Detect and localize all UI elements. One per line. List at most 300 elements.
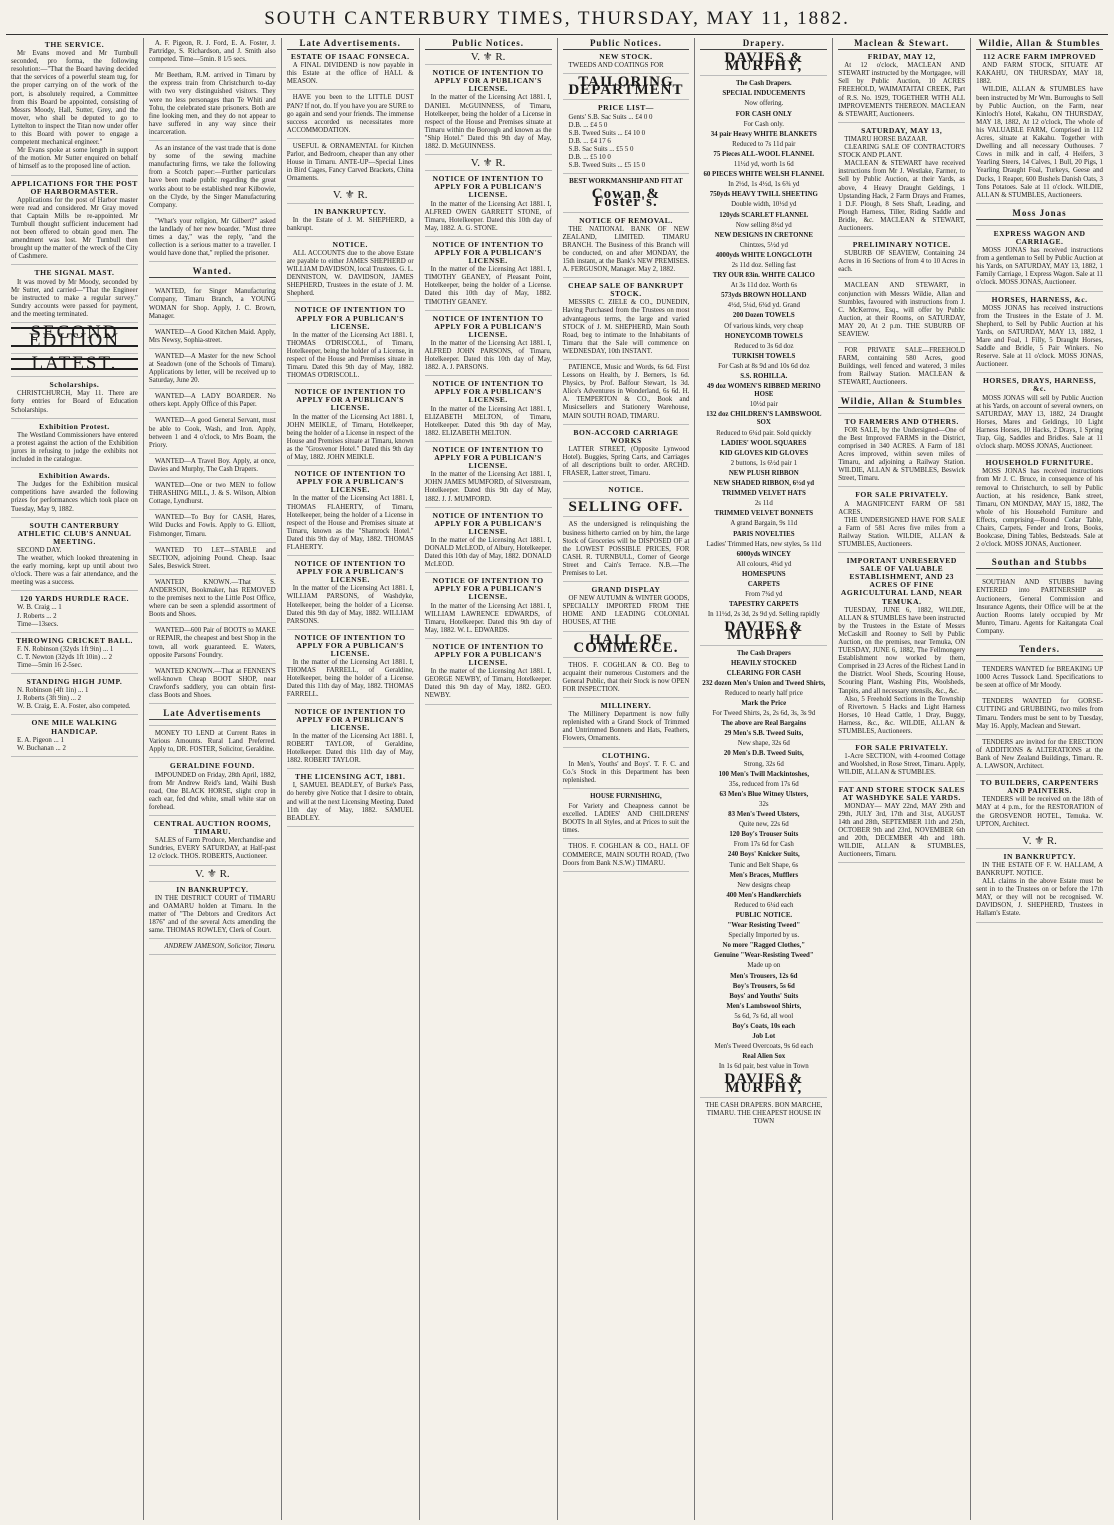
advertisement-block — [700, 872, 827, 880]
display-line: "Wear Resisting Tweed" — [727, 922, 801, 930]
notice-heading: THE SERVICE. — [44, 40, 105, 49]
advertisement-block — [563, 364, 690, 425]
body-paragraph: In the matter of the Licensing Act 1881. I, ALFRED OWEN GARRETT STONE, of Timaru, Hotelkeeper. Dated this 10th day of May, 1882. A. G. STONE. — [424, 200, 552, 232]
royal-crest-icon: V. ⚜ R. — [470, 157, 506, 170]
advertisement-block — [149, 762, 276, 816]
display-line: Genuine "Wear-Resisting Tweed" — [713, 952, 814, 960]
advertisement-block — [700, 720, 827, 728]
advertisement-block — [700, 282, 827, 290]
advertisement-block — [700, 383, 827, 399]
display-subline: 2s 11d — [754, 500, 773, 508]
body-paragraph: MONDAY— MAY 22nd, MAY 29th and 29th, JULY 3rd, 17th and 31st, AUGUST 14th and 28th, SEPTEMBER 11th and 25th, OCTOBER 9th and 23rd, NOVEMBER 6th and 20th, DECEMBER 4th and 18th. WILDIE, ALLAN & STUMBLES, Auctioneers, Timaru. — [838, 802, 966, 859]
notice-heading: THE SIGNAL MAST. — [34, 268, 115, 278]
advertisement-block — [11, 269, 138, 323]
advertisement-block — [425, 53, 552, 65]
body-paragraph: S.B. Sac Suits ... £5 5 0 — [568, 145, 634, 153]
royal-crest-icon: V. ⚜ R. — [332, 189, 368, 202]
advertisement-block — [700, 862, 827, 870]
body-paragraph: WILDIE, ALLAN & STUMBLES have been instructed by Mr Wm. Burroughs to Sell by Public Auction, on the Farm, near Kinloch's Hotel, Kakahu, ON THURSDAY, MAY 18, 1882, At 12 o'clock, The whole of his VALUABLE FARM, Comprised in 112 Acres, situate at Kakahu. Together with Dwelling and all necessary Outhouses. 7 Cows in milk and in calf, 4 Heifers, 3 Yearling Steers, 14 Calves, 1 Bull, 20 Pigs, 1 Yearling Draught Foal, Turkeys, Geese and Ducks, 1 Reaper, 600 Bushels Danish Oats, 3 Tons Potatoes. Sale at 11 o'clock. WILDIE, ALLAN & STUMBLES, Auctioneers. — [976, 86, 1103, 199]
advertisement-block — [700, 1071, 827, 1097]
advertisement-block — [700, 440, 827, 448]
notice-heading: NOTICE. — [608, 485, 644, 495]
advertisement-block — [149, 943, 276, 955]
display-line: 34 pair Heavy WHITE BLANKETS — [710, 130, 817, 138]
body-paragraph: MACLEAN & STEWART have received instructions from Mr J. Westlake, Farmer, to Sell by Public Auction, at their Yards, as above, 4 Heavy Draught Geldings, 1 Upstanding Hack, 2 Farm Drays and Frames, 1 D.F. Plough, 8 Sets Shaft, Leading, and Plough Harness, Tiller, Riding Saddle and Bridle, &c. MACLEAN & STEWART, Auctioneers. — [838, 160, 966, 232]
advertisement-block — [700, 201, 827, 209]
body-paragraph: S.B. Tweed Suits ... £5 15 0 — [568, 162, 646, 170]
section-header: Moss Jonas — [976, 208, 1103, 220]
advertisement-block — [287, 94, 414, 138]
body-paragraph: The weather, which looked threatening in the early morning, kept up until about two o'clock. There was a fair attendance, and the meeting was a success. — [11, 554, 138, 587]
advertisement-block — [563, 53, 690, 74]
body-paragraph: MOSS JONAS has received instructions from the Trustees in the Estate of J. M. Shepherd, to Sell by Public Auction at his Yards, on SATURDAY, MAY 13, 1882, 1 Mare and Foal, 1 Filly, 5 Draught Horses, Saddle and Bridle, 5 Pair Winkers. No Reserve. Sale at 11 o'clock. MOSS JONAS, Auctioneer. — [976, 304, 1103, 369]
advertisement-block — [700, 121, 827, 129]
display-line: TRIMMED VELVET HATS — [721, 490, 806, 498]
advertisement-block — [700, 670, 827, 678]
advertisement-block — [700, 333, 827, 341]
display-heading: SELLING OFF. — [568, 499, 684, 516]
display-line: 60 PIECES WHITE WELSH FLANNEL — [703, 171, 825, 179]
column-header: Maclean & Stewart. — [838, 38, 965, 50]
notice-heading: NOTICE OF INTENTION TO APPLY FOR A PUBLICAN'S LICENSE. — [294, 469, 406, 495]
advertisement-block — [563, 282, 690, 360]
display-line: TURKISH TOWELS — [732, 352, 796, 360]
body-paragraph: In the matter of the Licensing Act 1881. I, WILLIAM LAWRENCE EDWARDS, of Timaru, Hotelkeeper. Dated this 9th day of May, 1882. W. L. EDWARDS. — [424, 602, 552, 634]
body-paragraph: WANTED—A good General Servant, must be able to Cook, Wash, and Iron. Apply, between 1 and 4 o'clock, to Mrs Boam, the Priory. — [148, 417, 276, 449]
advertisement-block — [976, 698, 1103, 734]
body-paragraph: SUBURB OF SEAVIEW, Containing 24 Acres in 16 Sections of from 4 to 10 Acres in each. — [838, 250, 966, 274]
display-subline: In 2½d, 1s 4½d, 1s 6¾ yd — [728, 181, 800, 189]
notice-heading: NOTICE OF INTENTION TO APPLY FOR A PUBLICAN'S LICENSE. — [432, 379, 544, 405]
advertisement-block — [563, 74, 690, 100]
advertisement-block — [287, 560, 414, 630]
advertisement-block — [700, 490, 827, 498]
display-line: 75 Pieces ALL-WOOL FLANNEL — [713, 150, 815, 158]
advertisement-block — [976, 296, 1103, 374]
advertisement-block — [838, 396, 965, 414]
advertisement-block — [700, 561, 827, 569]
display-subline: Reduced to 6¼d each — [734, 901, 794, 909]
notice-heading: PRICE LIST— — [597, 103, 654, 113]
advertisement-block — [700, 902, 827, 910]
advertisement-block — [563, 803, 690, 839]
notice-heading: HORSES, DRAYS, HARNESS, &c. — [982, 376, 1097, 394]
body-paragraph: W. Buchanan ... 2 — [17, 744, 66, 752]
advertisement-block — [700, 761, 827, 769]
body-paragraph: Time—13secs. — [17, 620, 59, 628]
advertisement-block — [838, 241, 965, 278]
advertisement-block — [976, 579, 1103, 640]
notice-heading: Exhibition Awards. — [38, 471, 111, 481]
notice-heading: NOTICE OF REMOVAL. — [579, 215, 673, 225]
advertisement-block — [700, 323, 827, 331]
column-header: Late Advertisements. — [287, 38, 414, 50]
advertisement-block — [700, 821, 827, 829]
advertisement-block — [563, 178, 690, 186]
advertisement-block — [838, 282, 965, 343]
royal-crest-icon: V. ⚜ R. — [470, 51, 506, 64]
advertisement-block — [700, 500, 827, 508]
advertisement-block — [976, 779, 1103, 833]
body-paragraph: FOR SALE, by the Undersigned—One of the Best Improved FARMS in the District, comprised in 340 ACRES. A Farm of 181 Acres improved, within seven miles of Timaru, and adjoining a Railway Station. WILDIE, ALLAN & STUMBLES, Beswick Street, Timaru. — [838, 426, 966, 483]
advertisement-block — [700, 450, 827, 458]
body-paragraph: CLEARING SALE OF CONTRACTOR'S STOCK AND PLANT. — [838, 144, 966, 160]
advertisement-block — [700, 212, 827, 220]
advertisement-block — [838, 418, 965, 488]
advertisement-block — [700, 272, 827, 280]
body-paragraph: A FINAL DIVIDEND is now payable in this Estate at the office of HALL & MEASON. — [286, 62, 414, 86]
advertisement-block — [700, 50, 827, 76]
display-subline: From 7¾d yd — [745, 591, 783, 599]
column-7 — [833, 38, 971, 1520]
advertisement-block — [700, 520, 827, 528]
advertisement-block — [976, 459, 1103, 553]
advertisement-block — [563, 429, 690, 483]
column-header: Public Notices. — [563, 38, 690, 50]
advertisement-block — [700, 983, 827, 991]
display-line: TRIMMED VELVET BONNETS — [714, 510, 814, 518]
body-paragraph: LATTER STREET, (Opposite Lynwood Hotel). Buggies, Spring Carts, and Carriages of all descriptions built to order. ARCHD. FRASER, Latter street, Timaru. — [562, 445, 690, 478]
display-subline: Strong, 32s 6d — [743, 760, 784, 768]
body-paragraph: IMPOUNDED on Friday, 28th April, 1882, from Mr Andrew Reid's land, Waihi Bush road, One BLACK HORSE, slight crop in each ear, fed dnd white, small white star on forehead. — [148, 771, 276, 811]
body-paragraph: IN THE DISTRICT COURT of TIMARU and OAMARU holden at Timaru. In the matter of "The Debtors and Creditors Act 1876" and of the several Acts amending the same. THOMAS ROWLEY, Clerk of Court. — [148, 894, 276, 935]
advertisement-block — [287, 143, 414, 187]
display-line: 20 Men's D.B. Tweed Suits, — [723, 750, 804, 758]
advertisement-block — [700, 551, 827, 559]
body-paragraph: AND FARM STOCK, SITUATE AT KAKAHU, ON THURSDAY, MAY 18, 1882. — [976, 62, 1103, 86]
section-header: Late Advertisements — [149, 708, 276, 720]
notice-heading: BON-ACCORD CARRIAGE WORKS — [573, 427, 679, 445]
advertisement-block — [700, 922, 827, 930]
column-8 — [971, 38, 1108, 1520]
advertisement-block — [700, 781, 827, 789]
notice-heading: NOTICE OF INTENTION TO APPLY FOR A PUBLICAN'S LICENSE. — [432, 239, 544, 266]
notice-heading: FAT AND STORE STOCK SALES AT WASHDYKE SALE YARDS. — [838, 784, 965, 802]
display-line: 29 Men's S.B. Tweed Suits, — [724, 730, 804, 738]
section-header: Wanted. — [149, 266, 276, 278]
advertisement-block — [563, 662, 690, 698]
advertisement-block — [425, 69, 552, 155]
advertisement-block — [11, 719, 138, 756]
advertisement-block — [700, 111, 827, 119]
advertisement-block — [700, 1063, 827, 1071]
display-line: 400 Men's Handkerchiefs — [726, 891, 802, 899]
advertisement-block — [976, 739, 1103, 775]
section-header: Wildie, Allan & Stumbles — [838, 396, 965, 408]
notice-heading: ESTATE OF ISAAC FONSECA. — [290, 52, 410, 62]
display-subline: 5s 6d, 7s 6d, all wool — [734, 1012, 794, 1020]
display-line: S.S. ROHILLA. — [740, 373, 788, 380]
display-subline: Men's Tweed Overcoats, 9s 6d each — [714, 1043, 814, 1051]
display-line: Real Alien Sox — [742, 1053, 786, 1061]
display-line: Boy's Trousers, 5s 6d — [732, 982, 795, 990]
display-line: Mark the Price — [741, 700, 787, 707]
advertisement-block — [11, 678, 138, 715]
advertisement-block — [563, 186, 690, 212]
advertisement-block — [149, 547, 276, 575]
display-line: BEST WORKMANSHIP AND FIT AT — [569, 178, 683, 186]
column-header: Drapery. — [700, 38, 827, 50]
advertisement-block — [563, 486, 690, 499]
notice-heading: THE LICENSING ACT, 1881. — [294, 772, 406, 782]
display-subline: Chintzes, 5½d yd — [739, 241, 788, 249]
advertisement-block — [838, 127, 965, 237]
advertisement-block — [287, 388, 414, 466]
body-paragraph: CHRISTCHURCH, May 11. There are forty entries for Board of Education Scholarships. — [11, 390, 138, 414]
advertisement-block — [700, 1033, 827, 1041]
advertisement-block — [700, 690, 827, 698]
body-paragraph: Gents' S.B. Sac Suits ... £4 0 0 — [568, 113, 653, 121]
advertisement-block — [149, 867, 276, 882]
notice-heading: NEW STOCK. — [599, 52, 653, 62]
advertisement-block — [425, 643, 552, 705]
body-paragraph: ALL ACCOUNTS due to the above Estate are payable to either JAMES SHEPHERD or WILLIAM DAVIDSON, local Trustees. G. L. DENNISTON, W. DAVIDSON, JAMES SHEPHERD, Trustees in the estate of J. M. Shepherd. — [286, 249, 414, 298]
notice-heading: NOTICE OF INTENTION TO APPLY FOR A PUBLICAN'S LICENSE. — [432, 68, 544, 94]
display-subline: All colours, 4¾d yd — [736, 560, 792, 568]
display-subline: New designs cheap — [737, 881, 791, 889]
advertisement-block — [700, 430, 827, 438]
advertisement-block — [563, 217, 690, 279]
display-subline: Double width, 10½d yd — [731, 201, 797, 209]
advertisement-block — [287, 241, 414, 303]
body-paragraph: J. Roberts ... 2 — [17, 612, 57, 620]
body-paragraph: WANTED KNOWN.—That S. ANDERSON, Bookmaker, has REMOVED to the premises next to the Little Post Office, where can be seen a splendid assortment of Boots and Shoes. — [148, 578, 276, 619]
advertisement-block — [700, 353, 827, 361]
notice-heading: Scholarships. — [49, 380, 100, 390]
body-paragraph: HAVE you been to the LITTLE DUST PAN? If not, do. If you have you are SURE to go again and send your friends. The immense success accorded us necessitates more ACCOMMODATION. — [286, 94, 414, 134]
advertisement-block — [700, 650, 827, 658]
advertisement-block — [700, 660, 827, 668]
advertisement-block — [149, 266, 276, 284]
advertisement-block — [700, 932, 827, 940]
notice-heading: PRELIMINARY NOTICE. — [852, 240, 951, 250]
notice-heading: TO BUILDERS, CARPENTERS AND PAINTERS. — [980, 778, 1099, 796]
notice-heading: HOUSEHOLD FURNITURE. — [985, 458, 1094, 468]
advertisement-block — [700, 262, 827, 270]
advertisement-block — [976, 557, 1103, 575]
advertisement-block — [11, 180, 138, 266]
body-paragraph: W. B. Craig, E. A. Foster, also competed. — [17, 703, 131, 711]
body-paragraph: I, SAMUEL BEADLEY, of Burke's Pass, do hereby give Notice that I desire to obtain, and will at the next Licensing Meeting. Dated 11th day of May, 1882. SAMUEL BEADLEY. — [286, 782, 414, 822]
notice-heading: GRAND DISPLAY — [591, 585, 661, 595]
display-line: SPECIAL INDUCEMENTS — [722, 90, 806, 98]
display-subline: Reduced to 7s 11d pair — [732, 140, 796, 148]
notice-heading: NOTICE OF INTENTION TO APPLY FOR A PUBLICAN'S LICENSE. — [432, 576, 544, 602]
advertisement-block — [700, 571, 827, 579]
advertisement-block — [700, 401, 827, 409]
advertisement-block — [700, 710, 827, 718]
body-paragraph: In Men's, Youths' and Boys'. T. F. C. and Co.'s Stock in this Department has been replenished. — [562, 760, 690, 784]
advertisement-block — [700, 851, 827, 859]
advertisement-block — [149, 627, 276, 663]
advertisement-block — [700, 411, 827, 427]
notice-heading: TO FARMERS AND OTHERS. — [844, 416, 959, 426]
body-paragraph: TENDERS WANTED for BREAKING UP 1000 Acres Tussock Land. Specifications to be seen at office of Mr Moody. — [976, 666, 1103, 690]
advertisement-block — [700, 1102, 827, 1126]
edition-banner: LATEST. — [11, 358, 138, 370]
body-paragraph: In the matter of the Licensing Act 1881. I, JOHN MEIKLE, of Timaru, Hotelkeeper, being the holder of a License in respect of the House and Premises situate at Timaru, known as the "Grosvenor Hotel." Dated this 9th day of May, 1882. JOHN MEIKLE. — [286, 413, 414, 462]
display-line: Boys' and Youths' Suits — [729, 992, 799, 1000]
display-subline: Reduced to 6¼d pair. Sold quickly — [716, 429, 812, 437]
notice-heading: SOUTH CANTERBURY ATHLETIC CLUB'S ANNUAL MEETING. — [17, 520, 132, 546]
advertisement-block — [425, 315, 552, 377]
display-line: 83 Men's Tweed Ulsters, — [728, 811, 800, 819]
advertisement-block — [287, 208, 414, 237]
advertisement-block — [700, 191, 827, 199]
body-paragraph: TWEEDS AND COATINGS FOR — [568, 62, 664, 70]
body-paragraph: D.B. ... £4 17 6 — [568, 137, 611, 145]
advertisement-block — [11, 472, 138, 517]
display-line: NEW SHADED RIBBON, 6½d yd — [713, 480, 815, 488]
advertisement-block — [700, 601, 827, 609]
advertisement-block — [11, 322, 138, 354]
advertisement-block — [700, 912, 827, 920]
display-subline: 11½d yd, worth 1s 6d — [733, 161, 794, 169]
section-header: Southan and Stubbs — [976, 557, 1103, 569]
advertisement-block — [700, 680, 827, 688]
notice-heading: APPLICATIONS FOR THE POST OF HARBORMASTER. — [11, 178, 138, 196]
body-paragraph: In the matter of the Licensing Act 1881. I, THOMAS FARRELL, of Geraldine, Hotelkeeper, being the holder of a License. Dated this 11th day of May, 1882. THOMAS FARRELL. — [286, 659, 414, 699]
notice-heading: NOTICE OF INTENTION TO APPLY FOR A PUBLICAN'S LICENSE. — [432, 444, 544, 471]
advertisement-block — [700, 801, 827, 809]
advertisement-block — [425, 241, 552, 311]
body-paragraph: WANTED—To Buy for CASH, Hares, Wild Ducks and Fowls. Apply to G. Elliott, Fishmonger, Timaru. — [148, 514, 276, 538]
display-subline: 4½d, 5¼d, 6¾d yd. Grand — [727, 302, 800, 310]
advertisement-block — [149, 393, 276, 413]
advertisement-block — [11, 381, 138, 418]
advertisement-block — [700, 973, 827, 981]
display-subline: In 1s 6d pair, best value in Town — [718, 1063, 809, 1071]
body-paragraph: The Millinery Department is now fully replenished with a Grand Stock of Trimmed and Untrimmed Bonnets and Hats, Feathers, Flowers, Ornaments. — [562, 711, 690, 743]
signature-line: ANDREW JAMESON, Solicitor, Timaru. — [164, 943, 276, 951]
display-subline: Reduced to 3s 6d doz — [734, 342, 794, 350]
body-paragraph: MOSS JONAS has received instructions from Mr J. C. Bruce, in consequence of his removal to Christchurch, to sell by Public Auction, at his residence, Bank street, Timaru, ON MONDAY, MAY 15, 1882, The whole of his Household Furniture and Effects, comprising—Round Cedar Table, Chairs, Carpets, Fender and Irons, Books, Bookcase, Dining Tables, Bedsteads. Sale at 2 o'clock. MOSS JONAS, Auctioneer. — [976, 468, 1103, 549]
body-paragraph: In the matter of the Licensing Act 1881. I, ALFRED JOHN PARSONS, of Timaru, Hotelkeeper. Dated this 10th day of May, 1882. A. J. PARSONS. — [424, 339, 552, 372]
advertisement-block — [563, 521, 690, 582]
advertisement-block — [563, 752, 690, 789]
advertisement-block — [700, 791, 827, 799]
notice-heading: EXPRESS WAGON AND CARRIAGE. — [993, 228, 1086, 246]
notice-heading: IN BANKRUPTCY. — [314, 206, 387, 216]
advertisement-block — [11, 423, 138, 468]
column-header: Public Notices. — [425, 38, 552, 50]
display-subline: 32s — [759, 800, 769, 808]
notice-heading: CLOTHING. — [601, 750, 651, 760]
advertisement-block — [838, 53, 965, 123]
display-line: 120yds SCARLET FLANNEL — [719, 211, 809, 219]
notice-heading: STANDING HIGH JUMP. — [26, 677, 123, 687]
advertisement-block — [700, 373, 827, 381]
body-paragraph: WANTED—A LADY BOARDER. No others kept. Apply Office of this Paper. — [148, 393, 276, 409]
advertisement-block — [700, 171, 827, 179]
body-paragraph: W. B. Craig ... 1 — [17, 604, 62, 612]
body-paragraph: AS the undersigned is relinquishing the business hitherto carried on by him, the large Stock of Groceries will be DISPOSED OF at the LOWEST POSSIBLE PRICES, FOR CASH. R. TURNBULL, Corner of George Street and Cain's Terrace. N.B.—The Premises to Let. — [562, 521, 690, 577]
body-paragraph: WANTED—600 Pair of BOOTS to MAKE or REPAIR, the cheapest and best Shop in the town, all work guaranteed. E. Waters, opposite Parsons' Foundry. — [148, 627, 276, 659]
display-heading: Cowan & Foster's. — [591, 186, 661, 211]
body-paragraph: F. N. Robinson (32yds 1ft 9in) ... 1 — [17, 645, 114, 653]
advertisement-block — [700, 343, 827, 351]
advertisement-block — [700, 460, 827, 468]
advertisement-block — [11, 353, 138, 377]
advertisement-block — [700, 80, 827, 88]
advertisement-block — [425, 380, 552, 442]
body-paragraph: TENDERS will be received on the 18th of MAY at 4 p.m., for the RESTORATION of the GROSVENOR HOTEL, Temuka. W. UPTON, Architect. — [976, 796, 1103, 828]
advertisement-block — [838, 347, 965, 391]
display-subline: Of various kinds, very cheap — [724, 322, 804, 330]
body-paragraph: WANTED—A Good Kitchen Maid. Apply, Mrs Newsy, Sophia-street. — [148, 328, 276, 344]
display-line: PARIS NOVELTIES — [733, 530, 795, 538]
display-line: HONEYCOMB TOWELS — [724, 332, 803, 340]
advertisement-block — [700, 730, 827, 738]
advertisement-block — [700, 882, 827, 890]
display-subline: 35s, reduced from 17s 6d — [728, 780, 799, 788]
display-line: CARPETS — [747, 580, 780, 588]
advertisement-block — [287, 470, 414, 556]
body-paragraph: J. Roberts (3ft 9in) ... 2 — [17, 695, 82, 703]
body-paragraph: WANTED, for Singer Manufacturing Company, Timaru Branch, a YOUNG WOMAN for Shop. Apply, J. C. Brown, Manager. — [148, 288, 276, 320]
advertisement-block — [976, 644, 1103, 662]
notice-heading: CHEAP SALE OF BANKRUPT STOCK. — [568, 281, 684, 299]
advertisement-block — [700, 292, 827, 300]
body-paragraph: In the matter of the Licensing Act 1881. I, ELIZABETH MELTON, of Timaru, Hotelkeeper. Dated this 9th day of May, 1882. ELIZABETH MELTON. — [424, 405, 552, 437]
display-line: 100 Men's Twill Mackintoshes, — [718, 770, 810, 778]
body-paragraph: TIMARU HORSE BAZAAR. — [844, 135, 928, 143]
advertisement-block — [700, 750, 827, 758]
display-subline: For Cash only. — [743, 120, 784, 128]
advertisement-block — [287, 634, 414, 704]
column-1 — [6, 38, 144, 1520]
notice-heading: SATURDAY, MAY 13, — [861, 125, 943, 135]
display-heading: DAVIES & MURPHY, — [724, 1071, 804, 1096]
body-paragraph: THE NATIONAL BANK OF NEW ZEALAND, LIMITED. TIMARU BRANCH. The Business of this Branch will be conducted, on and after MONDAY, the 15th instant, at the Bank's NEW PREMISES. A. FERGUSON, Manager. May 2, 1882. — [562, 225, 690, 274]
notice-heading: NOTICE. — [332, 239, 368, 249]
advertisement-block — [149, 820, 276, 865]
body-paragraph: THOS. F. COGHLAN & CO. Beg to acquaint their numerous Customers and the General Public, that their Stock is now OPEN FOR INSPECTION. — [562, 661, 690, 693]
body-paragraph: The Westland Commissioners have entered a protest against the action of the Exhibition jurors in refusing to judge the exhibits not included in the catalogue. — [11, 431, 138, 464]
body-paragraph: As an instance of the vast trade that is done by some of the sewing machine manufacturing firms, we take the following from a Scotch paper:—Further particulars have been made public regarding the great works about to be established near Kilbowie, on the Clyde, by the Singer Manufacturing Company. — [148, 145, 276, 209]
advertisement-block — [700, 100, 827, 108]
body-paragraph: Mr Beetham, R.M. arrived in Timaru by the express train from Christchurch to-day with two very distinguished visitors. They were no less personages than Te Whiti and Tohu, the celebrated state prisoners. Both are fine looking men, and they do not appear to have suffered in any way since their incarceration. — [148, 72, 276, 136]
body-paragraph: S.B. Tweed Suits ... £4 10 0 — [568, 129, 646, 137]
notice-heading: IMPORTANT UNRESERVED SALE OF VALUABLE ESTABLISHMENT, AND 23 ACRES OF FINE AGRICULTURAL LAND, NEAR TEMUKA. — [840, 556, 963, 606]
display-heading: TAILORING DEPARTMENT — [568, 74, 684, 99]
advertisement-block — [287, 53, 414, 90]
advertisement-block — [149, 482, 276, 510]
body-paragraph: D.B. ... £5 10 0 — [568, 154, 611, 162]
display-line: HEAVILY STOCKED — [730, 659, 797, 667]
body-paragraph: In the matter of the Licensing Act 1881. I, DONALD McLEOD, of Albury, Hotelkeeper. Dated this 10th day of May, 1882. DONALD McLEOD. — [424, 536, 552, 569]
notice-heading: NOTICE OF INTENTION TO APPLY FOR A PUBLICAN'S LICENSE. — [294, 706, 406, 732]
advertisement-block — [838, 744, 965, 781]
body-paragraph: In the matter of the Licensing Act 1881. I, ROBERT TAYLOR, of Geraldine, Hotelkeeper. Dated this 11th day of May, 1882. ROBERT TAYLOR. — [286, 732, 414, 765]
display-line: The Cash Drapers. — [735, 80, 792, 88]
display-line: 120 Boy's Trouser Suits — [729, 831, 799, 839]
body-paragraph: In the matter of the Licensing Act 1881. I, DANIEL McGUINNESS, of Timaru, Hotelkeeper, being the holder of a License in respect of the House and Premises situate at Timaru within the Borough and known as the "Ship Hotel." Dated this 9th day of May, 1882. D. McGUINNESS. — [424, 94, 552, 151]
body-paragraph: MONEY TO LEND at Current Rates in Various Amounts. Rural Land Preferred. Apply to, DR. FOSTER, Solicitor, Geraldine. — [148, 730, 276, 754]
display-subline: A grand Bargain, 9s 11d — [730, 520, 798, 528]
display-subline: For Tweed Shirts, 2s, 2s 6d, 3s, 3s 9d — [712, 710, 816, 718]
advertisement-block — [700, 222, 827, 230]
advertisement-block — [700, 952, 827, 960]
body-paragraph: PATIENCE, Music and Words, 6s 6d. First Lessons on Health, by J. Berners, 1s 6d. Physics, by Prof. Balfour Stewart, 1s 3d. Alice's Adventures in Wonderland, 6s 6d. H. A. TEMPERTON & CO., Book and Musicsellers and Stationery Warehouse, MAIN SOUTH ROAD, TIMARU. — [562, 364, 690, 420]
notice-heading: 120 YARDS HURDLE RACE. — [19, 594, 130, 604]
advertisement-block — [700, 1003, 827, 1011]
advertisement-block — [976, 208, 1103, 226]
royal-crest-icon: V. ⚜ R. — [1022, 834, 1057, 847]
body-paragraph: MESSRS C. ZIELE & CO., DUNEDIN, Having Purchased from the Trustees on most advantageous terms, the large and varied STOCK of J. M. SHEPHERD, Main South Road, beg to intimate to the Inhabitants of Timaru that the Sale will commence on WEDNESDAY, 10th INSTANT. — [562, 299, 690, 355]
advertisement-block — [11, 637, 138, 674]
display-subline: Now offering. — [744, 100, 784, 108]
